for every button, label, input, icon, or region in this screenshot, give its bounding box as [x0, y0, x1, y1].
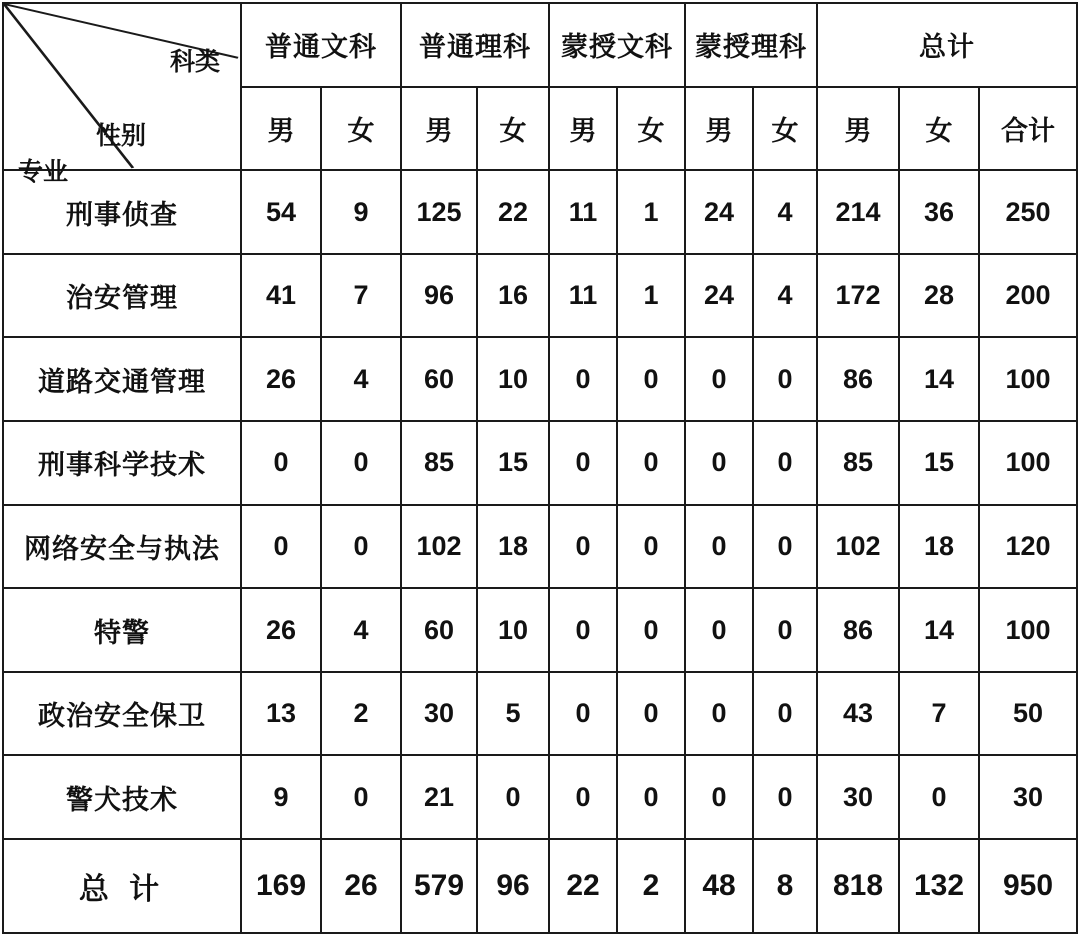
cell-1-5: 1: [617, 254, 685, 338]
cell-2-10: 100: [979, 337, 1077, 421]
table-row: [3, 337, 1077, 421]
cell-3-6: 0: [685, 421, 753, 505]
cell-4-3: 18: [477, 505, 549, 589]
cell-4-0: 0: [241, 505, 321, 589]
cell-4-1: 0: [321, 505, 401, 589]
sub-header-2: 男: [401, 87, 477, 171]
table-row: [3, 170, 1077, 254]
row-label-7: 警犬技术: [3, 755, 241, 839]
row-label-6: 政治安全保卫: [3, 672, 241, 756]
cell-6-3: 5: [477, 672, 549, 756]
table-row: [3, 588, 1077, 672]
cell-5-5: 0: [617, 588, 685, 672]
cell-5-10: 100: [979, 588, 1077, 672]
cell-1-4: 11: [549, 254, 617, 338]
cell-3-1: 0: [321, 421, 401, 505]
cell-5-3: 10: [477, 588, 549, 672]
cell-1-9: 28: [899, 254, 979, 338]
row-label-1: 治安管理: [3, 254, 241, 338]
cell-0-5: 1: [617, 170, 685, 254]
cell-5-1: 4: [321, 588, 401, 672]
cell-4-10: 120: [979, 505, 1077, 589]
table-document: [0, 2, 1080, 938]
cell-5-4: 0: [549, 588, 617, 672]
sub-header-10: 合计: [979, 87, 1077, 171]
cell-2-4: 0: [549, 337, 617, 421]
cell-2-1: 4: [321, 337, 401, 421]
cell-6-1: 2: [321, 672, 401, 756]
cell-1-10: 200: [979, 254, 1077, 338]
cell-0-1: 9: [321, 170, 401, 254]
cell-3-3: 15: [477, 421, 549, 505]
cell-0-3: 22: [477, 170, 549, 254]
cell-7-0: 9: [241, 755, 321, 839]
cell-0-6: 24: [685, 170, 753, 254]
row-label-5: 特警: [3, 588, 241, 672]
cell-2-9: 14: [899, 337, 979, 421]
group-header-1: 普通理科: [401, 3, 549, 87]
cell-1-2: 96: [401, 254, 477, 338]
cell-2-6: 0: [685, 337, 753, 421]
cell-1-6: 24: [685, 254, 753, 338]
sub-header-3: 女: [477, 87, 549, 171]
cell-4-7: 0: [753, 505, 817, 589]
sub-header-1: 女: [321, 87, 401, 171]
cell-1-7: 4: [753, 254, 817, 338]
total-cell-3: 96: [477, 839, 549, 933]
axis-label-gender: 性别: [96, 122, 147, 150]
table-row: [3, 254, 1077, 338]
table-total-row: [3, 839, 1077, 933]
cell-5-9: 14: [899, 588, 979, 672]
cell-2-0: 26: [241, 337, 321, 421]
total-row-label: 总 计: [3, 839, 241, 933]
cell-0-2: 125: [401, 170, 477, 254]
cell-6-6: 0: [685, 672, 753, 756]
cell-1-0: 41: [241, 254, 321, 338]
cell-5-7: 0: [753, 588, 817, 672]
cell-3-9: 15: [899, 421, 979, 505]
cell-4-5: 0: [617, 505, 685, 589]
group-header-0: 普通文科: [241, 3, 401, 87]
cell-6-0: 13: [241, 672, 321, 756]
table-row: [3, 505, 1077, 589]
total-cell-6: 48: [685, 839, 753, 933]
sub-header-7: 女: [753, 87, 817, 171]
cell-3-10: 100: [979, 421, 1077, 505]
cell-0-10: 250: [979, 170, 1077, 254]
cell-7-2: 21: [401, 755, 477, 839]
total-cell-8: 818: [817, 839, 899, 933]
cell-6-7: 0: [753, 672, 817, 756]
sub-header-5: 女: [617, 87, 685, 171]
group-header-3: 蒙授理科: [685, 3, 817, 87]
cell-0-9: 36: [899, 170, 979, 254]
cell-7-5: 0: [617, 755, 685, 839]
total-cell-4: 22: [549, 839, 617, 933]
cell-3-5: 0: [617, 421, 685, 505]
cell-0-8: 214: [817, 170, 899, 254]
cell-7-7: 0: [753, 755, 817, 839]
cell-6-2: 30: [401, 672, 477, 756]
cell-0-7: 4: [753, 170, 817, 254]
cell-4-9: 18: [899, 505, 979, 589]
table-row: [3, 421, 1077, 505]
cell-1-3: 16: [477, 254, 549, 338]
cell-4-2: 102: [401, 505, 477, 589]
cell-2-3: 10: [477, 337, 549, 421]
total-cell-10: 950: [979, 839, 1077, 933]
cell-2-2: 60: [401, 337, 477, 421]
sub-header-4: 男: [549, 87, 617, 171]
sub-header-9: 女: [899, 87, 979, 171]
cell-3-0: 0: [241, 421, 321, 505]
table-row: [3, 755, 1077, 839]
cell-3-7: 0: [753, 421, 817, 505]
row-label-3: 刑事科学技术: [3, 421, 241, 505]
cell-7-8: 30: [817, 755, 899, 839]
cell-1-1: 7: [321, 254, 401, 338]
row-label-4: 网络安全与执法: [3, 505, 241, 589]
cell-7-3: 0: [477, 755, 549, 839]
cell-2-7: 0: [753, 337, 817, 421]
total-cell-0: 169: [241, 839, 321, 933]
axis-label-major: 专业: [18, 158, 69, 186]
cell-7-9: 0: [899, 755, 979, 839]
row-label-0: 刑事侦查: [3, 170, 241, 254]
total-cell-5: 2: [617, 839, 685, 933]
cell-7-1: 0: [321, 755, 401, 839]
cell-7-10: 30: [979, 755, 1077, 839]
header-row-groups: [3, 3, 1077, 87]
cell-5-6: 0: [685, 588, 753, 672]
cell-3-8: 85: [817, 421, 899, 505]
table-row: [3, 672, 1077, 756]
row-label-2: 道路交通管理: [3, 337, 241, 421]
cell-6-9: 7: [899, 672, 979, 756]
cell-0-4: 11: [549, 170, 617, 254]
cell-6-8: 43: [817, 672, 899, 756]
total-cell-9: 132: [899, 839, 979, 933]
total-cell-7: 8: [753, 839, 817, 933]
enrollment-plan-table: [2, 2, 1078, 934]
cell-7-6: 0: [685, 755, 753, 839]
cell-3-4: 0: [549, 421, 617, 505]
cell-1-8: 172: [817, 254, 899, 338]
cell-4-6: 0: [685, 505, 753, 589]
total-cell-2: 579: [401, 839, 477, 933]
cell-7-4: 0: [549, 755, 617, 839]
corner-diagonal-header: [3, 3, 241, 186]
cell-4-8: 102: [817, 505, 899, 589]
cell-0-0: 54: [241, 170, 321, 254]
cell-2-5: 0: [617, 337, 685, 421]
sub-header-0: 男: [241, 87, 321, 171]
total-cell-1: 26: [321, 839, 401, 933]
group-header-4: 总计: [817, 3, 1077, 87]
cell-5-2: 60: [401, 588, 477, 672]
cell-4-4: 0: [549, 505, 617, 589]
sub-header-6: 男: [685, 87, 753, 171]
cell-3-2: 85: [401, 421, 477, 505]
group-header-2: 蒙授文科: [549, 3, 685, 87]
cell-5-8: 86: [817, 588, 899, 672]
cell-6-4: 0: [549, 672, 617, 756]
cell-6-10: 50: [979, 672, 1077, 756]
cell-6-5: 0: [617, 672, 685, 756]
cell-5-0: 26: [241, 588, 321, 672]
cell-2-8: 86: [817, 337, 899, 421]
axis-label-category: 科类: [169, 48, 220, 76]
sub-header-8: 男: [817, 87, 899, 171]
